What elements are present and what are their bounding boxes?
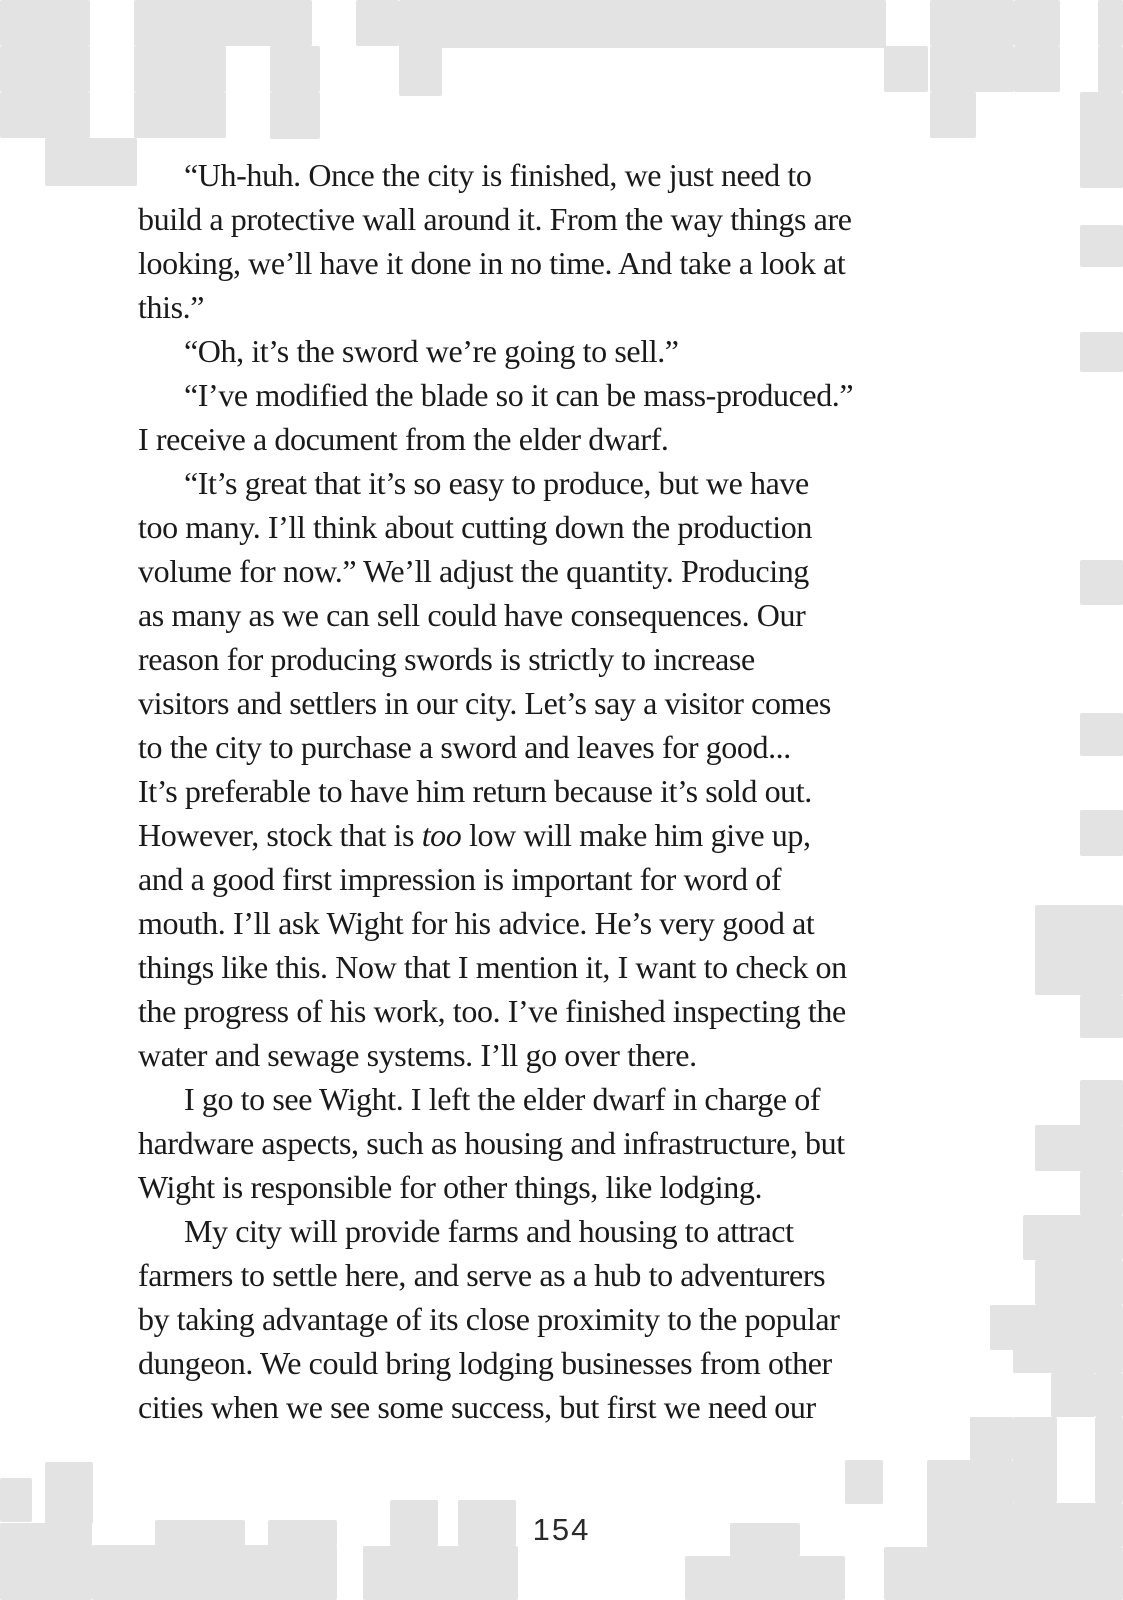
pattern-square [0, 46, 90, 92]
text-line: water and sewage systems. I’ll go over there. [138, 1037, 697, 1073]
pattern-square [1080, 332, 1123, 372]
text-line: this.” [138, 289, 205, 325]
pattern-square [399, 0, 886, 48]
paragraph [138, 153, 1018, 329]
pattern-square [0, 92, 90, 138]
pattern-square [1095, 1373, 1123, 1417]
text-line: I go to see Wight. I left the elder dwarf in charge of [184, 1081, 821, 1117]
text-line: I receive a document from the elder dwarf. [138, 421, 669, 457]
text-line: things like this. Now that I mention it, I want to check on [138, 949, 847, 985]
text-line: to the city to purchase a sword and leaves for good... [138, 729, 791, 765]
paragraph [138, 1209, 1018, 1429]
pattern-square [1051, 1373, 1095, 1417]
text-line: as many as we can sell could have consequences. Our [138, 597, 806, 633]
pattern-square [930, 0, 1014, 46]
pattern-square [1098, 0, 1123, 46]
pattern-square [1080, 713, 1123, 756]
text-line: hardware aspects, such as housing and infrastructure, but [138, 1125, 845, 1161]
paragraph [138, 329, 1018, 373]
text-line: However, stock that is too low will make him give up, [138, 817, 811, 853]
text-line: visitors and settlers in our city. Let’s say a visitor comes [138, 685, 831, 721]
pattern-square [1035, 1260, 1123, 1305]
pattern-square [685, 1556, 845, 1600]
pattern-square [1080, 1171, 1123, 1215]
pattern-square [1014, 0, 1060, 46]
pattern-square [1014, 46, 1060, 92]
pattern-square [1095, 1417, 1123, 1503]
text-line: “It’s great that it’s so easy to produce, but we have [184, 465, 809, 501]
text-line: farmers to settle here, and serve as a hub to adventurers [138, 1257, 826, 1293]
page-number: 154 [532, 1512, 591, 1547]
pattern-square [1080, 1080, 1123, 1126]
text-line: Wight is responsible for other things, like lodging. [138, 1169, 763, 1205]
text-line: volume for now.” We’ll adjust the quantity. Producing [138, 553, 809, 589]
pattern-square [1013, 1417, 1057, 1503]
text-line: “I’ve modified the blade so it can be mass-produced.” [184, 377, 854, 413]
pattern-square [1035, 1125, 1123, 1171]
pattern-square [270, 46, 320, 92]
pattern-square [1080, 560, 1123, 605]
text-line: dungeon. We could bring lodging businesses from other [138, 1345, 832, 1381]
text-line: too many. I’ll think about cutting down the production [138, 509, 812, 545]
pattern-square [1080, 225, 1123, 267]
paragraph [138, 461, 1018, 1077]
text-line: mouth. I’ll ask Wight for his advice. He’s very good at [138, 905, 815, 941]
pattern-square [363, 1546, 518, 1600]
pattern-square [1035, 905, 1123, 995]
pattern-square [134, 46, 226, 92]
pattern-square [1080, 810, 1123, 856]
text-line: My city will provide farms and housing to attract [184, 1213, 794, 1249]
pattern-square [930, 92, 976, 138]
text-line: “Uh-huh. Once the city is finished, we just need to [184, 157, 812, 193]
pattern-square [356, 0, 399, 46]
text-line: It’s preferable to have him return because it’s sold out. [138, 773, 812, 809]
paragraph [138, 417, 1018, 461]
text-line: build a protective wall around it. From the way things are [138, 201, 852, 237]
pattern-square [930, 46, 1014, 92]
pattern-square [884, 1547, 1123, 1600]
pattern-square [845, 1460, 883, 1504]
text-line: the progress of his work, too. I’ve finished inspecting the [138, 993, 846, 1029]
pattern-square [1013, 1330, 1123, 1373]
pattern-square [270, 92, 320, 139]
text-line: “Oh, it’s the sword we’re going to sell.” [184, 333, 679, 369]
pattern-square [45, 138, 137, 186]
text-line: and a good first impression is important for word of [138, 861, 782, 897]
pattern-square [1080, 995, 1123, 1038]
pattern-square [0, 0, 90, 46]
text-line: cities when we see some success, but first we need our [138, 1389, 816, 1425]
text-line: by taking advantage of its close proximity to the popular [138, 1301, 840, 1337]
paragraph [138, 1077, 1018, 1209]
pattern-square [884, 46, 928, 92]
text-line: reason for producing swords is strictly to increase [138, 641, 755, 677]
pattern-square [134, 92, 226, 138]
paragraph [138, 373, 1018, 417]
pattern-square [92, 1545, 337, 1600]
text-line: looking, we’ll have it done in no time. And take a look at [138, 245, 846, 281]
pattern-square [134, 0, 312, 46]
pattern-square [399, 46, 442, 96]
pattern-square [1098, 46, 1123, 92]
pattern-square [1080, 92, 1123, 188]
body-text [138, 153, 1018, 1429]
pattern-square [1023, 1215, 1123, 1260]
